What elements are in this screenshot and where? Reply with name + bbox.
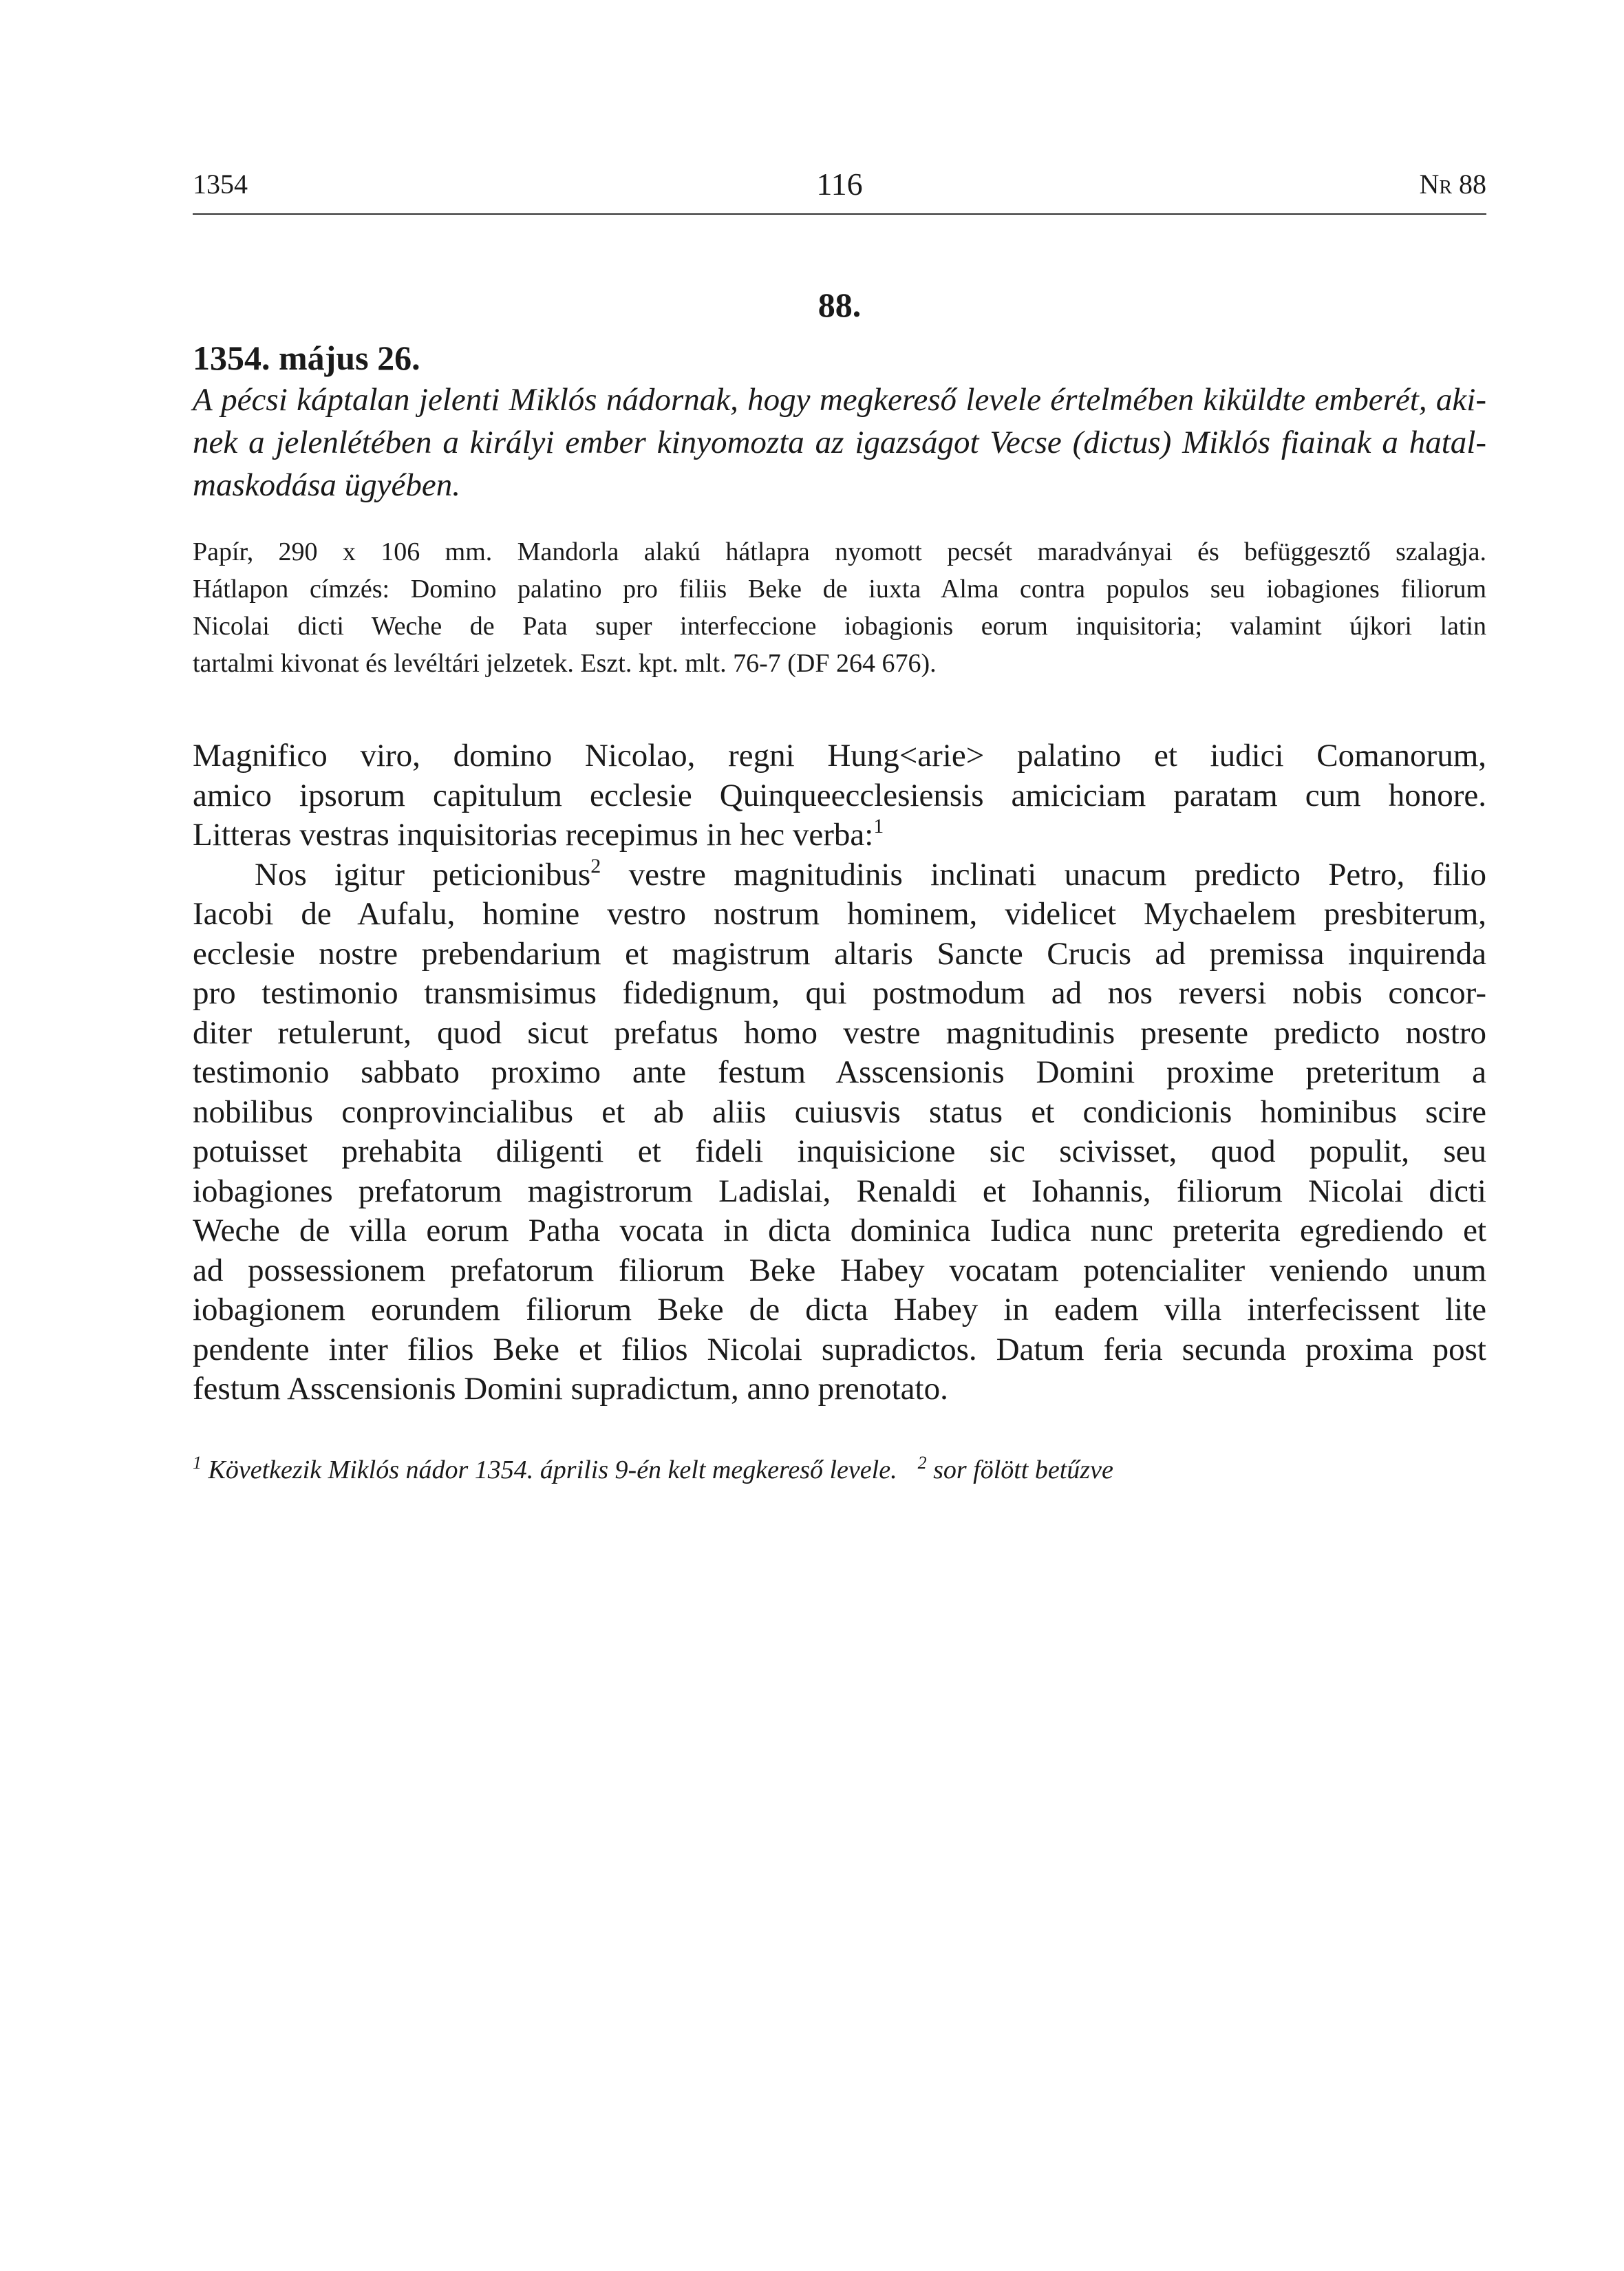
- text-line: [193, 815, 1486, 855]
- text-line: potuisset prehabita diligenti et fideli inquisicione sic scivisset, quod populit, seu: [193, 1133, 1486, 1169]
- charter-text: [193, 736, 1486, 1409]
- regest-line: A pécsi káptalan jelenti Miklós nádornak, hogy megkereső levele értelmében kiküldte emberét, aki-: [193, 382, 1486, 418]
- text-fragment: Nos igitur peticionibus: [255, 856, 591, 893]
- regest: [193, 378, 1486, 507]
- header-document-number: Nr 88: [1419, 169, 1486, 200]
- text-line: festum Asscensionis Domini supradictum, anno prenotato.: [193, 1371, 948, 1407]
- footnotes: [193, 1451, 1486, 1489]
- document-number: 88.: [818, 286, 862, 324]
- text-line: Magnifico viro, domino Nicolao, regni Hung<arie> palatino et iudici Comanorum,: [193, 738, 1486, 774]
- text-line: ad possessionem prefatorum filiorum Beke Habey vocatam potencialiter veniendo unum: [193, 1252, 1486, 1288]
- text-line: pendente inter filios Beke et filios Nicolai supradictos. Datum feria secunda proxima post: [193, 1331, 1486, 1367]
- footnote-text: sor fölött betűzve: [926, 1456, 1113, 1484]
- footnote-marker: 2: [590, 854, 601, 877]
- source-description: [193, 533, 1486, 682]
- text-line: nobilibus conprovincialibus et ab aliis cuiusvis status et condicionis hominibus scire: [193, 1094, 1486, 1130]
- text-line: pro testimonio transmisimus fidedignum, qui postmodum ad nos reversi nobis concor-: [193, 975, 1486, 1011]
- source-line: tartalmi kivonat és levéltári jelzetek. Eszt. kpt. mlt. 76-7 (DF 264 676).: [193, 649, 937, 678]
- footnote-marker: 1: [873, 815, 884, 838]
- text-fragment: vestre magnitudinis inclinati unacum predicto Petro, filio: [601, 856, 1486, 893]
- regest-line: maskodása ügyében.: [193, 467, 460, 503]
- text-fragment: Litteras vestras inquisitorias recepimus in hec verba:: [193, 817, 874, 853]
- document-date: 1354. május 26.: [193, 339, 420, 377]
- text-line: Weche de villa eorum Patha vocata in dicta dominica Iudica nunc preterita egrediendo et: [193, 1213, 1486, 1248]
- text-line: iobagionem eorundem filiorum Beke de dicta Habey in eadem villa interfecissent lite: [193, 1292, 1486, 1328]
- text-line: diter retulerunt, quod sicut prefatus homo vestre magnitudinis presente predicto nostro: [193, 1014, 1486, 1051]
- footnote-text: Következik Miklós nádor 1354. április 9-én kelt megkereső levele.: [202, 1456, 897, 1484]
- header-year: 1354: [193, 169, 248, 200]
- footnote-number: 2: [917, 1453, 927, 1473]
- text-line: testimonio sabbato proximo ante festum Asscensionis Domini proxime preteritum a: [193, 1054, 1486, 1090]
- page-number: 116: [816, 167, 863, 202]
- header-rule: [193, 213, 1486, 215]
- text-line: iobagiones prefatorum magistrorum Ladislai, Renaldi et Iohannis, filiorum Nicolai dicti: [193, 1173, 1486, 1209]
- regest-line: nek a jelenlétében a királyi ember kinyomozta az igazságot Vecse (dictus) Miklós fiainak a hatal-: [193, 425, 1486, 460]
- source-line: Papír, 290 x 106 mm. Mandorla alakú hátlapra nyomott pecsét maradványai és befüggesztő szalagja.: [193, 537, 1486, 566]
- text-line: ecclesie nostre prebendarium et magistrum altaris Sancte Crucis ad premissa inquirenda: [193, 935, 1486, 972]
- source-line: Hátlapon címzés: Domino palatino pro filiis Beke de iuxta Alma contra populos seu iobagiones filiorum: [193, 575, 1486, 604]
- text-line: Iacobi de Aufalu, homine vestro nostrum hominem, videlicet Mychaelem presbiterum,: [193, 896, 1486, 932]
- source-line: Nicolai dicti Weche de Pata super interfeccione iobagionis eorum inquisitoria; valamint újkori latin: [193, 612, 1486, 641]
- text-line: amico ipsorum capitulum ecclesie Quinqueecclesiensis amiciciam paratam cum honore.: [193, 777, 1486, 813]
- running-header: [193, 164, 1486, 205]
- text-line: [193, 855, 1486, 895]
- footnote-number: 1: [193, 1453, 202, 1473]
